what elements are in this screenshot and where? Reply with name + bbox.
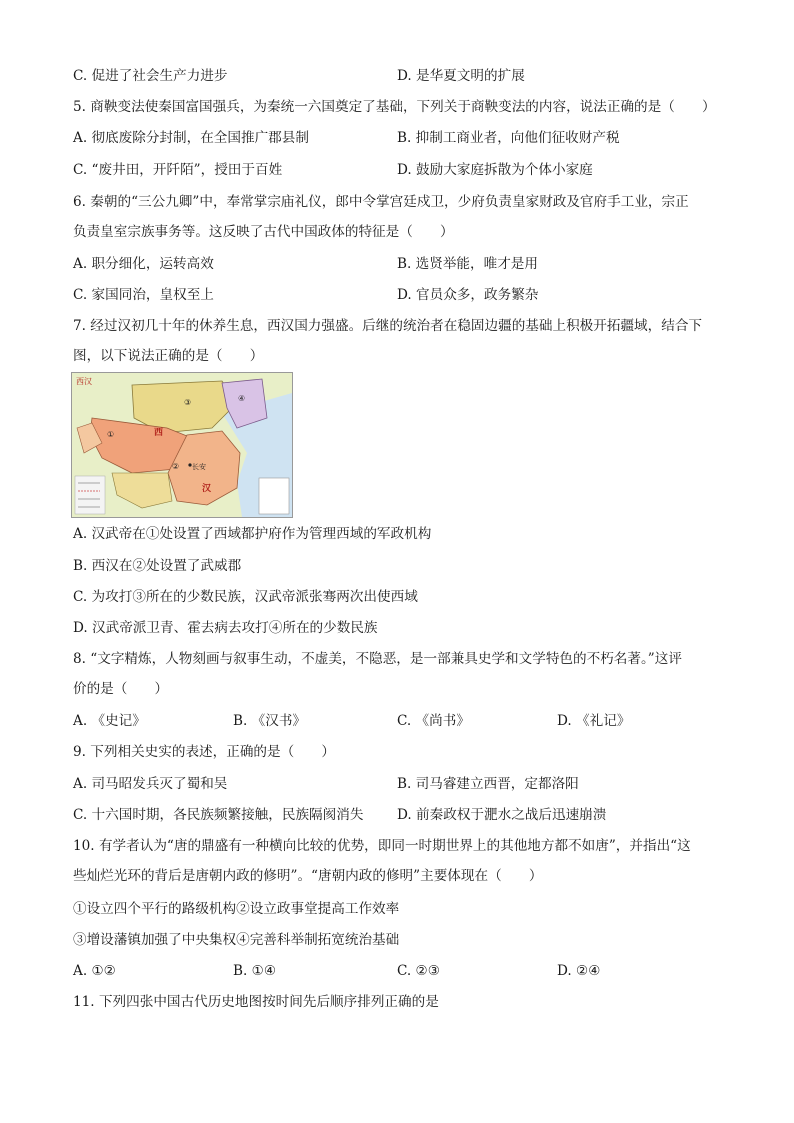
q10-stem-line2: 些灿烂光环的背后是唐朝内政的修明”。“唐朝内政的修明”主要体现在（ ） [73,868,543,884]
q6-stem-line2: 负责皇室宗族事务等。这反映了古代中国政体的特征是（ ） [73,224,454,240]
q7-option-c: C. 为攻打③所在的少数民族，汉武帝派张骞两次出使西域 [73,589,418,605]
map-mark-3: ③ [184,398,192,407]
map-label-han: 汉 [202,484,212,494]
q6-option-d: D. 官员众多，政务繁杂 [397,287,539,303]
q8-option-a: A. 《史记》 [73,713,146,729]
q6-option-b: B. 选贤举能，唯才是用 [397,256,538,272]
map-figure [72,373,292,517]
q5-option-a: A. 彻底废除分封制，在全国推广郡县制 [73,130,309,146]
q7-option-a: A. 汉武帝在①处设置了西域都护府作为管理西域的军政机构 [73,526,432,542]
q4-option-c: C. 促进了社会生产力进步 [73,68,228,84]
q6-option-c: C. 家国同治，皇权至上 [73,287,214,303]
q10-option-c: C. ②③ [397,963,440,979]
q8-option-b: B. 《汉书》 [233,713,307,729]
q10-item-line2: ③增设藩镇加强了中央集权④完善科举制拓宽统治基础 [73,932,400,948]
map-mark-4: ④ [238,394,246,403]
q7-stem-line2: 图，以下说法正确的是（ ） [73,348,264,364]
q8-stem-line1: 8. “文字精炼，人物刻画与叙事生动，不虚美，不隐恶，是一部兼具史学和文学特色的不朽名著。”这评 [73,651,682,667]
map-mark-1: ① [107,430,115,439]
q10-stem-line1: 10. 有学者认为“唐的鼎盛有一种横向比较的优势，即同一时期世界上的其他地方都不如唐”，并指出“这 [73,838,691,854]
q8-option-c: C. 《尚书》 [397,713,470,729]
q8-option-d: D. 《礼记》 [557,713,631,729]
q9-option-b: B. 司马睿建立西晋，定都洛阳 [397,776,579,792]
q6-stem-line1: 6. 秦朝的“三公九卿”中，奉常掌宗庙礼仪，郎中令掌宫廷戍卫，少府负责皇家财政及官府手工业，宗正 [73,194,689,210]
q9-option-d: D. 前秦政权于淝水之战后迅速崩溃 [397,807,607,823]
map-label-changan: 长安 [192,463,206,471]
q5-option-d: D. 鼓励大家庭拆散为个体小家庭 [397,162,593,178]
q6-option-a: A. 职分细化，运转高效 [73,256,214,272]
q10-option-b: B. ①④ [233,963,277,979]
q5-option-b: B. 抑制工商业者，向他们征收财产税 [397,130,620,146]
q11-stem: 11. 下列四张中国古代历史地图按时间先后顺序排列正确的是 [73,994,439,1010]
map-title: 西汉 [76,377,92,386]
map-mark-2: ② [172,462,180,471]
q7-option-d: D. 汉武帝派卫青、霍去病去攻打④所在的少数民族 [73,620,378,636]
q5-option-c: C. “废井田，开阡陌”，授田于百姓 [73,162,283,178]
western-han-map [71,372,293,518]
q5-stem: 5. 商鞅变法使秦国富国强兵，为秦统一六国奠定了基础，下列关于商鞅变法的内容，说法正确的是（ ） [73,99,716,115]
q10-option-d: D. ②④ [557,963,601,979]
q9-option-a: A. 司马昭发兵灭了蜀和吴 [73,776,228,792]
q10-option-a: A. ①② [73,963,116,979]
q4-option-d: D. 是华夏文明的扩展 [397,68,525,84]
map-label-west: 西 [154,428,164,438]
q7-option-b: B. 西汉在②处设置了武威郡 [73,558,242,574]
q9-option-c: C. 十六国时期，各民族频繁接触，民族隔阂消失 [73,807,364,823]
q8-stem-line2: 价的是（ ） [73,681,169,697]
map-changan-dot [188,463,191,466]
q10-item-line1: ①设立四个平行的路级机构②设立政事堂提高工作效率 [73,901,400,917]
q7-stem-line1: 7. 经过汉初几十年的休养生息，西汉国力强盛。后继的统治者在稳固边疆的基础上积极开拓疆域，结合下 [73,318,703,334]
map-legend-box [75,476,105,514]
q9-stem: 9. 下列相关史实的表述，正确的是（ ） [73,744,335,760]
map-inset-box [259,478,289,514]
